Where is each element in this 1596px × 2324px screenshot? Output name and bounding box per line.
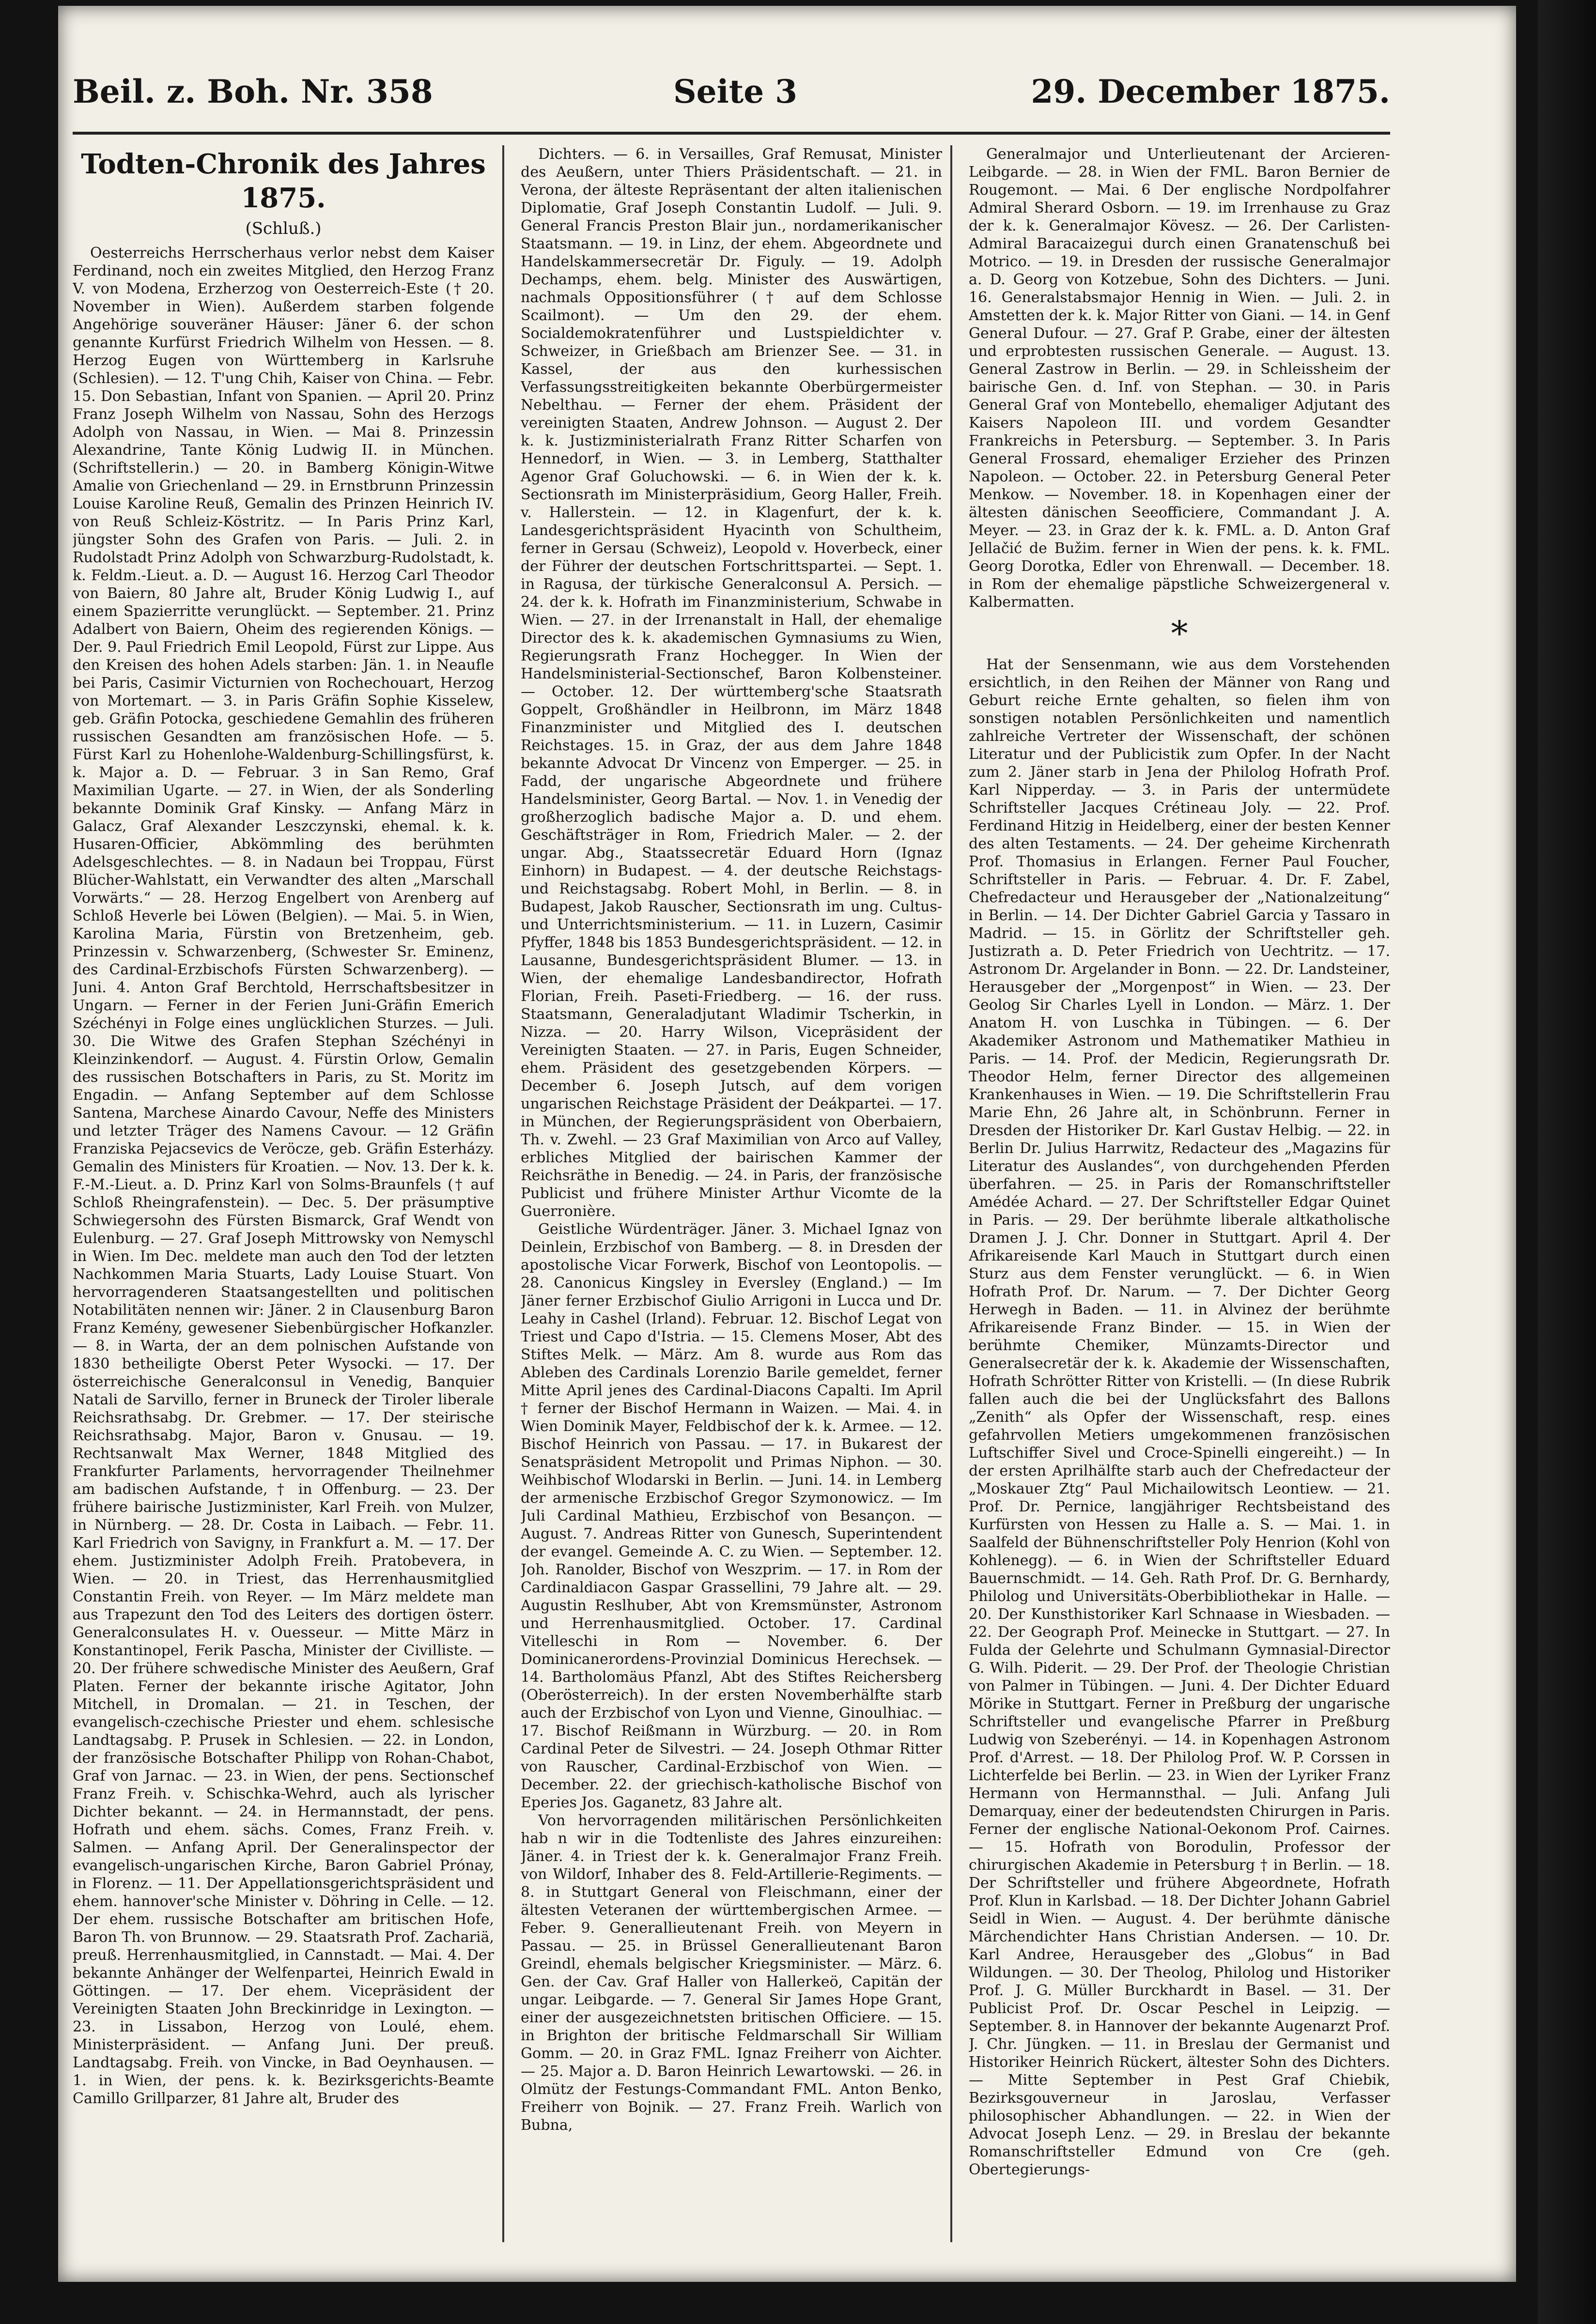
header-page-number: Seite 3 [673, 73, 798, 110]
header-rule [73, 132, 1390, 135]
article-paragraph: Oesterreichs Herrscherhaus verlor nebst dem Kaiser Ferdinand, noch ein zweites Mitglied, den Herzog Franz V. von Modena, Erzherzog von Oesterreich-Este († 20. November in Wien). Außerdem starben folgende Angehörige souveräner Häuser: Jäner 6. der schon genannte Kurfürst Friedrich Wilhelm von Hessen. — 8. Herzog Eugen von Württemberg in Karlsruhe (Schlesien). — 12. T'ung Chih, Kaiser von China. — Febr. 15. Don Sebastian, Infant von Spanien. — April 20. Prinz Franz Joseph Wilhelm von Nassau, Sohn des Herzogs Adolph von Nassau, in Wien. — Mai 8. Prinzessin Alexandrine, Tante König Ludwig II. in München. (Schriftstellerin.) — 20. in Bamberg Königin-Witwe Amalie von Griechenland — 29. in Ernstbrunn Prinzessin Louise Karoline Reuß, Gemalin des Prinzen Heinrich IV. von Reuß Schleiz-Köstritz. — In Paris Prinz Karl, jüngster Sohn des Grafen von Paris. — Juli. 2. in Rudolstadt Prinz Adolph von Schwarzburg-Rudolstadt, k. k. Feldm.-Lieut. a. D. — August 16. Herzog Carl Theodor von Baiern, 80 Jahre alt, Bruder König Ludwig I., auf einem Spazierritte verunglückt. — September. 21. Prinz Adalbert von Baiern, Oheim des regierenden Königs. — Der. 9. Paul Friedrich Emil Leopold, Fürst zur Lippe. Aus den Kreisen des hohen Adels starben: Jän. 1. in Neaufle bei Paris, Casimir Victurnien von Rochechouart, Herzog von Mortemart. — 3. in Paris Gräfin Sophie Kisselew, geb. Gräfin Potocka, geschiedene Gemahlin des früheren russischen Gesandten am französischen Hofe. — 5. Fürst Karl zu Hohenlohe-Waldenburg-Schillingsfürst, k. k. Major a. D. — Februar. 3 in San Remo, Graf Maximilian Ugarte. — 27. in Wien, der als Sonderling bekannte Dominik Graf Kinsky. — Anfang März in Galacz, Graf Alexander Leszczynski, ehemal. k. k. Husaren-Officier, Abkömmling des berühmten Adelsgeschlechtes. — 8. in Nadaun bei Troppau, Fürst Blücher-Wahlstatt, ein Verwandter des alten „Marschall Vorwärts.“ — 28. Herzog Engelbert von Arenberg auf Schloß Heverle bei Löwen (Belgien). — Mai. 5. in Wien, Karolina Maria, Fürstin von Bretzenheim, geb. Prinzessin v. Schwarzenberg, (Schwester Sr. Eminenz, des Cardinal-Erzbischofs Fürsten Schwarzenberg). — Juni. 4. Anton Graf Berchtold, Herrschaftsbesitzer in Ungarn. — Ferner in der Ferien Juni-Gräfin Emerich Széchényi in Folge eines unglücklichen Sturzes. — Juli. 30. Die Witwe des Grafen Stephan Széchényi in Kleinzinkendorf. — August. 4. Fürstin Orlow, Gemalin des russischen Botschafters in Paris, zu St. Moritz im Engadin. — Anfang September auf dem Schlosse Santena, Marchese Ainardo Cavour, Neffe des Ministers und letzter Träger des Namens Cavour. — 12 Gräfin Franziska Pejacsevics de Veröcze, geb. Gräfin Esterházy. Gemalin des Ministers für Kroatien. — Nov. 13. Der k. k. F.-M.-Lieut. a. D. Prinz Karl von Solms-Braunfels († auf Schloß Rheingrafenstein). — Dec. 5. Der präsumptive Schwiegersohn des Fürsten Bismarck, Graf Wendt von Eulenburg. — 27. Graf Joseph Mittrowsky von Nemyschl in Wien. Im Dec. meldete man auch den Tod der letzten Nachkommen Maria Stuarts, Lady Louise Stuart. Von hervorragenderen Staatsangestellten und politischen Notabilitäten nennen wir: Jäner. 2 in Clausenburg Baron Franz Kemény, gewesener Siebenbürgischer Hofkanzler. — 8. in Warta, der an dem polnischen Aufstande von 1830 betheiligte Oberst Peter Wysocki. — 17. Der österreichische Generalconsul in Venedig, Banquier Natali de Sarvillo, ferner in Bruneck der Tiroler liberale Reichsrathsabg. Dr. Grebmer. — 17. Der steirische Reichsrathsabg. Major, Baron v. Gnusau. — 19. Rechtsanwalt Max Werner, 1848 Mitglied des Frankfurter Parlaments, hervorragender Theilnehmer am badischen Aufstande, † in Offenburg. — 23. Der frühere bairische Justizminister, Karl Freih. von Mulzer, in Nürnberg. — 28. Dr. Costa in Laibach. — Febr. 11. Karl Friedrich von Savigny, in Frankfurt a. M. — 17. Der ehem. Justizminister Adolph Freih. Pratobevera, in Wien. — 20. in Triest, das Herrenhausmitglied Constantin Freih. von Reyer. — Im März meldete man aus Trapezunt den Tod des Leiters des dortigen österr. Generalconsulates H. v. Ouesseur. — Mitte März in Konstantinopel, Ferik Pascha, Minister der Civilliste. — 20. Der frühere schwedische Minister des Aeußern, Graf Platen. Ferner der bekannte irische Agitator, John Mitchell, in Dromalan. — 21. in Teschen, der evangelisch-czechische Priester und ehem. schlesische Landtagsabg. P. Prusek in Schlesien. — 22. in London, der französische Botschafter Philipp von Rohan-Chabot, Graf von Jarnac. — 23. in Wien, der pens. Sectionschef Franz Freih. v. Schischka-Wehrd, auch als lyrischer Dichter bekannt. — 24. in Hermannstadt, der pens. Hofrath und ehem. sächs. Comes, Franz Freih. v. Salmen. — Anfang April. Der Generalinspector der evangelisch-ungarischen Kirche, Baron Gabriel Prónay, in Florenz. — 11. Der Appellationsgerichtspräsident und ehem. hannover'sche Minister v. Döhring in Celle. — 12. Der ehem. russische Botschafter am britischen Hofe, Baron Th. von Brunnow. — 29. Staatsrath Prof. Zachariä, preuß. Herrenhausmitglied, in Cannstadt. — Mai. 4. Der bekannte Anhänger der Welfenpartei, Heinrich Ewald in Göttingen. — 17. Der ehem. Vicepräsident der Vereinigten Staaten John Breckinridge in Lexington. — 23. in Lissabon, Herzog von Loulé, ehem. Ministerpräsident. — Anfang Juni. Der preuß. Landtagsabg. Freih. von Vincke, in Bad Oeynhausen. — 1. in Wien, der pens. k. k. Bezirksgerichts-Beamte Camillo Grillparzer, 81 Jahre alt, Bruder des [73, 245, 494, 2107]
article-subtitle: (Schluß.) [245, 219, 322, 238]
scan-edge [1538, 0, 1596, 2324]
column-divider [950, 145, 952, 2242]
article-paragraph: Geistliche Würdenträger. Jäner. 3. Michael Ignaz von Deinlein, Erzbischof von Bamberg. — 8. in Dresden der apostolische Vicar Forwerk, Bischof von Leontopolis. — 28. Canonicus Kingsley in Eversley (England.) — Im Jäner ferner Erzbischof Giulio Arrigoni in Lucca und Dr. Leahy in Cashel (Irland). Februar. 12. Bischof Legat von Triest und Capo d'Istria. — 15. Clemens Moser, Abt des Stiftes Melk. — März. Am 8. wurde aus Rom das Ableben des Cardinals Lorenzio Barile gemeldet, ferner Mitte April jenes des Cardinal-Diacons Capalti. Im April † ferner der Bischof Hermann in Waizen. — Mai. 4. in Wien Dominik Mayer, Feldbischof der k. k. Armee. — 12. Bischof Heinrich von Passau. — 17. in Bukarest der Senatspräsident Metropolit und Primas Niphon. — 30. Weihbischof Wlodarski in Berlin. — Juni. 14. in Lemberg der armenische Erzbischof Gregor Szymonowicz. — Im Juli Cardinal Mathieu, Erzbischof von Besançon. — August. 7. Andreas Ritter von Gunesch, Superintendent der evangel. Gemeinde A. C. zu Wien. — September. 12. Joh. Ranolder, Bischof von Weszprim. — 17. in Rom der Cardinaldiacon Gaspar Grassellini, 79 Jahre alt. — 29. Augustin Reslhuber, Abt von Kremsmünster, Astronom und Herrenhausmitglied. October. 17. Cardinal Vitelleschi in Rom — November. 6. Der Dominicanerordens-Provinzial Dominicus Herechsek. — 14. Bartholomäus Pfanzl, Abt des Stiftes Reichersberg (Oberösterreich). In der ersten Novemberhälfte starb auch der Erzbischof von Lyon und Vienne, Ginoulhiac. — 17. Bischof Reißmann in Würzburg. — 20. in Rom Cardinal Peter de Silvestri. — 24. Joseph Othmar Ritter von Rauscher, Cardinal-Erzbischof von Wien. — December. 22. der griechisch-katholische Bischof von Eperies Jos. Gaganetz, 83 Jahre alt. [521, 1221, 942, 1811]
article-paragraph: Von hervorragenden militärischen Persönlichkeiten hab n wir in die Todtenliste des Jahres einzureihen: Jäner. 4. in Triest der k. k. Generalmajor Franz Freih. von Wildorf, Inhaber des 8. Feld-Artillerie-Regiments. — 8. in Stuttgart General von Fleischmann, einer der ältesten Veteranen der württembergischen Armee. — Feber. 9. Generallieutenant Freih. von Meyern in Passau. — 25. in Brüssel Generallieutenant Baron Greindl, ehemals belgischer Kriegsminister. — März. 6. Gen. der Cav. Graf Haller von Hallerkeö, Capitän der ungar. Leibgarde. — 7. General Sir James Hope Grant, einer der ausgezeichnetsten britischen Officiere. — 15. in Brighton der britische Feldmarschall Sir William Gomm. — 20. in Graz FML. Ignaz Freiherr von Aichter. — 25. Major a. D. Baron Heinrich Lewartowski. — 26. in Olmütz der Festungs-Commandant FML. Anton Benko, Freiherr von Bojnik. — 27. Franz Freih. Warlich von Bubna, [521, 1812, 942, 2134]
column-1 [73, 145, 494, 2242]
section-asterisk: * [1171, 614, 1188, 653]
article-paragraph: Hat der Sensenmann, wie aus dem Vorstehenden ersichtlich, in den Reihen der Männer von Rang und Geburt reiche Ernte gehalten, so fielen ihm von sonstigen notablen Persönlichkeiten und namentlich zahlreiche Vertreter der Wissenschaft, der schönen Literatur und der Publicistik zum Opfer. In der Nacht zum 2. Jäner starb in Jena der Philolog Hofrath Prof. Karl Nipperday. — 3. in Paris der untermüdete Schriftsteller Jacques Crétineau Joly. — 22. Prof. Ferdinand Hitzig in Heidelberg, einer der besten Kenner des alten Testaments. — 24. Der geheime Kirchenrath Prof. Thomasius in Erlangen. Ferner Paul Foucher, Schriftsteller in Paris. — Februar. 4. Dr. F. Zabel, Chefredacteur und Herausgeber der „Nationalzeitung“ in Berlin. — 14. Der Dichter Gabriel Garcia y Tassaro in Madrid. — 15. in Görlitz der Schriftsteller geh. Justizrath a. D. Peter Friedrich von Uechtritz. — 17. Astronom Dr. Argelander in Bonn. — 22. Dr. Landsteiner, Herausgeber der „Morgenpost“ in Wien. — 23. Der Geolog Sir Charles Lyell in London. — März. 1. Der Anatom H. von Luschka in Tübingen. — 6. Der Akademiker Astronom und Mathematiker Mathieu in Paris. — 14. Prof. der Medicin, Regierungsrath Dr. Theodor Helm, ferner Director des allgemeinen Krankenhauses in Wien. — 19. Die Schriftstellerin Frau Marie Ehn, 26 Jahre alt, in Schönbrunn. Ferner in Dresden der Historiker Dr. Karl Gustav Helbig. — 22. in Berlin Dr. Julius Harrwitz, Redacteur des „Magazins für Literatur des Auslandes“, von durchgehenden Pferden überfahren. — 25. in Paris der Romanschriftsteller Amédée Achard. — 27. Der Schriftsteller Edgar Quinet in Paris. — 29. Der berühmte liberale altkatholische Dramen J. J. Chr. Donner in Stuttgart. April 4. Der Afrikareisende Karl Mauch in Stuttgart durch einen Sturz aus dem Fenster verunglückt. — 6. in Wien Hofrath Prof. Dr. Narum. — 7. Der Dichter Georg Herwegh in Baden. — 11. in Alvinez der berühmte Afrikareisende Franz Binder. — 15. in Wien der berühmte Chemiker, Münzamts-Director und Generalsecretär der k. k. Akademie der Wissenschaften, Hofrath Schrötter Ritter von Kristelli. — (In diese Rubrik fallen auch die bei der Unglücksfahrt des Ballons „Zenith“ als Opfer der Wissenschaft, resp. eines gefahrvollen Metiers umgekommenen französischen Luftschiffer Sivel und Croce-Spinelli eingereiht.) — In der ersten Aprilhälfte starb auch der Chefredacteur der „Moskauer Ztg“ Paul Michailowitsch Leontiew. — 21. Prof. Dr. Pernice, langjähriger Rechtsbeistand des Kurfürsten von Hessen zu Halle a. S. — Mai. 1. in Saalfeld der Bühnenschriftsteller Poly Henrion (Kohl von Kohlenegg). — 6. in Wien der Schriftsteller Eduard Bauernschmidt. — 14. Geh. Rath Prof. Dr. G. Bernhardy, Philolog und Universitäts-Oberbibliothekar in Halle. — 20. Der Kunsthistoriker Karl Schnaase in Wiesbaden. — 22. Der Geograph Prof. Meinecke in Stuttgart. — 27. In Fulda der Gelehrte und Schulmann Gymnasial-Director G. Wilh. Piderit. — 29. Der Prof. der Theologie Christian von Palmer in Tübingen. — Juni. 4. Der Dichter Eduard Mörike in Stuttgart. Ferner in Preßburg der ungarische Schriftsteller und evangelische Pfarrer in Preßburg Ludwig von Szeberényi. — 14. in Kopenhagen Astronom Prof. d'Arrest. — 18. Der Philolog Prof. W. P. Corssen in Lichterfelde bei Berlin. — 23. in Wien der Lyriker Franz Hermann von Hermannsthal. — Juli. Anfang Juli Demarquay, einer der bedeutendsten Chirurgen in Paris. Ferner der englische National-Oekonom Prof. Cairnes. — 15. Hofrath von Borodulin, Professor der chirurgischen Akademie in Petersburg † in Berlin. — 18. Der Schriftsteller und frühere Abgeordnete, Hofrath Prof. Klun in Karlsbad. — 18. Der Dichter Johann Gabriel Seidl in Wien. — August. 4. Der berühmte dänische Märchendichter Hans Christian Andersen. — 10. Dr. Karl Andree, Herausgeber des „Globus“ in Bad Wildungen. — 30. Der Theolog, Philolog und Historiker Prof. J. G. Müller Burckhardt in Basel. — 31. Der Publicist Prof. Dr. Oscar Peschel in Leipzig. — September. 8. in Hannover der bekannte Augenarzt Prof. J. Chr. Jüngken. — 11. in Breslau der Germanist und Historiker Heinrich Rückert, ältester Sohn des Dichters. — Mitte September in Pest Graf Chiebik, Bezirksgouverneur in Jaroslau, Verfasser philosophischer Abhandlungen. — 22. in Wien der Advocat Joseph Lenz. — 29. in Breslau der bekannte Romanschriftsteller Edmund von Cre (geh. Obertegierungs- [969, 656, 1390, 2178]
column-divider [502, 145, 504, 2242]
article-title: Todten-Chronik des Jahres 1875. [81, 148, 486, 214]
page-header [73, 73, 1390, 126]
article-paragraph: Generalmajor und Unterlieutenant der Arcieren-Leibgarde. — 28. in Wien der FML. Baron Bernier de Rougemont. — Mai. 6 Der englische Nordpolfahrer Admiral Sherard Osborn. — 19. im Irrenhause zu Graz der k. k. Generalmajor Kövesz. — 26. Der Carlisten-Admiral Baracaizegui durch einen Granatenschuß bei Motrico. — 19. in Dresden der russische Generalmajor a. D. Georg von Kotzebue, Sohn des Dichters. — Juni. 16. Generalstabsmajor Hennig in Wien. — Juli. 2. in Amstetten der k. k. Major Ritter von Giani. — 14. in Genf General Dufour. — 27. Graf P. Grabe, einer der ältesten und erprobtesten russischen Generale. — August. 13. General Zastrow in Berlin. — 29. in Schleissheim der bairische Gen. d. Inf. von Stephan. — 30. in Paris General Graf von Montebello, ehemaliger Adjutant des Kaisers Napoleon III. und vordem Gesandter Frankreichs in Petersburg. — September. 3. In Paris General Frossard, ehemaliger Erzieher des Prinzen Napoleon. — October. 22. in Petersburg General Peter Menkow. — November. 18. in Kopenhagen einer der ältesten dänischen Seeofficiere, Commandant J. A. Meyer. — 23. in Graz der k. k. FML. a. D. Anton Graf Jellačić de Bužim. ferner in Wien der pens. k. k. FML. Georg Dorotka, Edler von Ehrenwall. — December. 18. in Rom der ehemalige päpstliche Schweizergeneral v. Kalbermatten. [969, 146, 1390, 611]
column-3 [969, 145, 1390, 2242]
column-2 [521, 145, 942, 2242]
article-paragraph: Dichters. — 6. in Versailles, Graf Remusat, Minister des Aeußern, unter Thiers Präsidentschaft. — 21. in Verona, der älteste Repräsentant der alten italienischen Diplomatie, Graf Joseph Constantin Ludolf. — Juli. 9. General Francis Preston Blair jun., nordamerikanischer Staatsmann. — 19. in Linz, der ehem. Abgeordnete und Handelskammersecretär Dr. Figuly. — 19. Adolph Dechamps, ehem. belg. Minister des Auswärtigen, nachmals Oppositionsführer († auf dem Schlosse Scailmont). — Um den 29. der ehem. Socialdemokratenführer und Lustspieldichter v. Schweizer, in Grießbach am Brienzer See. — 31. in Kassel, der aus den kurhessischen Verfassungsstreitigkeiten bekannte Oberbürgermeister Nebelthau. — Ferner der ehem. Präsident der vereinigten Staaten, Andrew Johnson. — August 2. Der k. k. Justizministerialrath Franz Ritter Scharfen von Hennedorf, in Wien. — 3. in Lemberg, Statthalter Agenor Graf Goluchowski. — 6. in Wien der k. k. Sectionsrath im Ministerpräsidium, Georg Haller, Freih. v. Hallerstein. — 12. in Klagenfurt, der k. k. Landesgerichtspräsident Hyacinth von Schultheim, ferner in Gersau (Schweiz), Leopold v. Hoverbeck, einer der Führer der deutschen Fortschrittspartei. — Sept. 1. in Ragusa, der türkische Generalconsul A. Persich. — 24. der k. k. Hofrath im Finanzministerium, Schwabe in Wien. — 27. in der Irrenanstalt in Hall, der ehemalige Director des k. k. akademischen Gymnasiums zu Wien, Regierungsrath Franz Hochegger. In Wien der Handelsministerial-Sectionschef, Baron Kolbensteiner. — October. 12. Der württemberg'sche Staatsrath Goppelt, Großhändler in Heilbronn, im März 1848 Finanzminister und Mitglied des I. deutschen Reichstages. 15. in Graz, der aus dem Jahre 1848 bekannte Advocat Dr Vincenz von Emperger. — 25. in Fadd, der ungarische Abgeordnete und frühere Handelsminister, Georg Bartal. — Nov. 1. in Venedig der großherzoglich badische Major a. D. und ehem. Geschäftsträger in Rom, Friedrich Maler. — 2. der ungar. Abg., Staatssecretär Eduard Horn (Ignaz Einhorn) in Budapest. — 4. der deutsche Reichstags- und Reichstagsabg. Robert Mohl, in Berlin. — 8. in Budapest, Jakob Rauscher, Sectionsrath im ung. Cultus- und Unterrichtsministerium. — 11. in Luzern, Casimir Pfyffer, 1848 bis 1853 Bundesgerichtspräsident. — 12. in Lausanne, Bundesgerichtspräsident Blumer. — 13. in Wien, der ehemalige Landesbandirector, Hofrath Florian, Freih. Paseti-Friedberg. — 16. der russ. Staatsmann, Generaladjutant Wladimir Tscherkin, in Nizza. — 20. Harry Wilson, Vicepräsident der Vereinigten Staaten. — 27. in Paris, Eugen Schneider, ehem. Präsident des gesetzgebenden Körpers. — December 6. Joseph Jutsch, auf dem vorigen ungarischen Reichstage Präsident der Deákpartei. — 17. in München, der Regierungspräsident von Oberbaiern, Th. v. Zwehl. — 23 Graf Maximilian von Arco auf Valley, erbliches Mitglied der bairischen Kammer der Reichsräthe in Benedig. — 24. in Paris, der französische Publicist und frühere Minister Arthur Vicomte de la Guerronière. [521, 146, 942, 1220]
header-issue: Beil. z. Boh. Nr. 358 [73, 73, 433, 110]
header-date: 29. December 1875. [1031, 73, 1390, 110]
